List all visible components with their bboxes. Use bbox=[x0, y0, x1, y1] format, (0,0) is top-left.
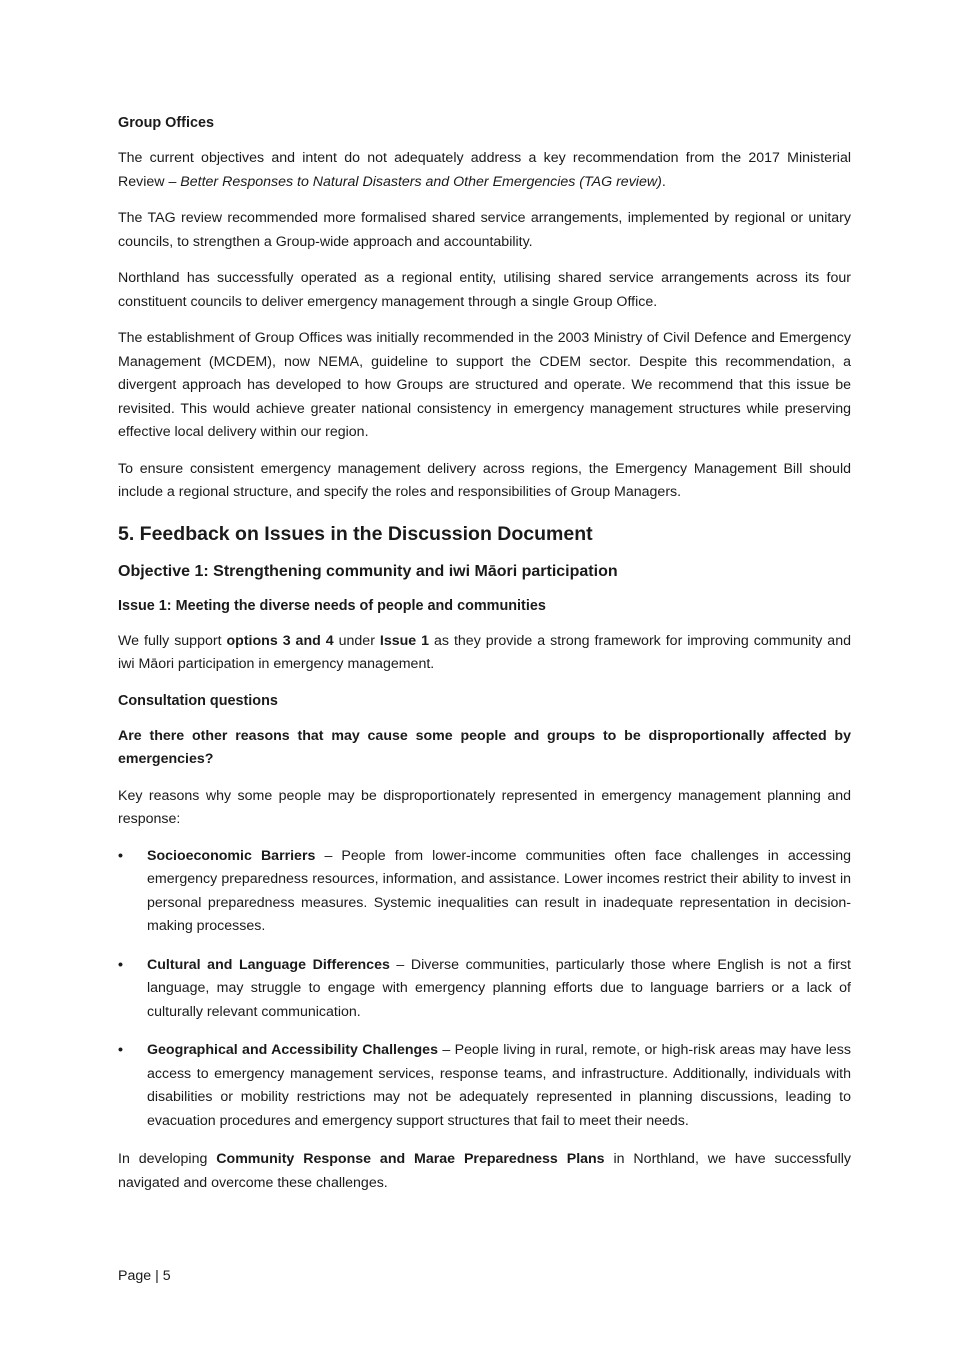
list-item-text: – People from lower-income communities often face challenges in accessing emergency preparedness resources, information, and assistance. Lower incomes restrict their ability to invest in personal preparedness measures. Systemic inequalities can result in inadequate representation in decision-making processes. bbox=[147, 847, 851, 934]
text-run: as they provide a strong framework for improving community and iwi Māori participation in emergency management. bbox=[118, 632, 851, 672]
review-title: Better Responses to Natural Disasters and Other Emergencies (TAG review) bbox=[180, 173, 662, 190]
plans-emphasis: Community Response and Marae Preparedness Plans bbox=[216, 1151, 605, 1167]
text-run: In developing bbox=[118, 1151, 217, 1167]
page-number: Page | 5 bbox=[118, 1268, 171, 1284]
paragraph-tag-recommendation: The TAG review recommended more formalised shared service arrangements, implemented by regional or unitary councils, to strengthen a Group-wide approach and accountability. bbox=[118, 210, 851, 250]
list-item-text: – People living in rural, remote, or high-risk areas may have less access to emergency management services, response teams, and infrastructure. Additionally, individuals with disabilities or mobility restrictions may not be adequately represented in planning discussions, leading to evacuation procedures and emergency support structures that fail to meet their needs. bbox=[147, 1042, 851, 1129]
options-emphasis: options 3 and 4 bbox=[226, 632, 334, 649]
paragraph-key-reasons: Key reasons why some people may be disproportionately represented in emergency management planning and response: bbox=[118, 787, 851, 827]
list-item bbox=[118, 1039, 851, 1133]
paragraph-support-options bbox=[118, 630, 851, 677]
text-run: . bbox=[661, 173, 666, 190]
paragraph-tag-review-intro bbox=[118, 147, 851, 194]
list-item-text: – Diverse communities, particularly those where English is not a first language, may struggle to engage with emergency planning efforts due to language barriers or a lack of culturally relevant communication. bbox=[147, 956, 851, 1020]
paragraph-group-offices-history: The establishment of Group Offices was initially recommended in the 2003 Ministry of Civil Defence and Emergency Management (MCDEM), now NEMA, guideline to support the CDEM sector. Despite this recommendation, a divergent approach has developed to how Groups are structured and operate. We recommend that this issue be revisited. This would achieve greater national consistency in emergency management structures while preserving effective local delivery within our region. bbox=[118, 330, 851, 440]
list-item-title: Cultural and Language Differences bbox=[147, 956, 390, 973]
list-item-title: Geographical and Accessibility Challenges bbox=[147, 1042, 438, 1058]
document-page bbox=[118, 112, 851, 1208]
list-item-title: Socioeconomic Barriers bbox=[147, 847, 316, 864]
reasons-list bbox=[118, 845, 851, 1134]
paragraph-northland-operation: Northland has successfully operated as a regional entity, utilising shared service arrangements across its four constituent councils to deliver emergency management through a single Group Office. bbox=[118, 270, 851, 310]
bullet-icon: • bbox=[118, 956, 123, 973]
objective-1-heading: Objective 1: Strengthening community and iwi Māori participation bbox=[118, 562, 618, 580]
group-offices-heading: Group Offices bbox=[118, 115, 214, 131]
text-run: under bbox=[333, 632, 380, 649]
text-run: The current objectives and intent do not adequately address a key recommendation from the 2017 Ministerial Review – bbox=[118, 150, 851, 190]
list-item bbox=[118, 954, 851, 1025]
list-item bbox=[118, 845, 851, 939]
section-5-heading: 5. Feedback on Issues in the Discussion Document bbox=[118, 522, 593, 545]
issue-emphasis: Issue 1 bbox=[379, 632, 430, 649]
text-run: We fully support bbox=[118, 632, 227, 649]
paragraph-regional-structure: To ensure consistent emergency management delivery across regions, the Emergency Management Bill should include a regional structure, and specify the roles and responsibilities of Group Managers. bbox=[118, 460, 851, 500]
bullet-icon: • bbox=[118, 847, 123, 864]
bullet-icon: • bbox=[118, 1042, 123, 1058]
consultation-question: Are there other reasons that may cause some people and groups to be disproportionally affected by emergencies? bbox=[118, 727, 851, 767]
paragraph-closing bbox=[118, 1148, 851, 1195]
text-run: in Northland, we have successfully navigated and overcome these challenges. bbox=[118, 1151, 851, 1191]
issue-1-heading: Issue 1: Meeting the diverse needs of people and communities bbox=[118, 597, 546, 614]
consultation-questions-heading: Consultation questions bbox=[118, 692, 278, 709]
